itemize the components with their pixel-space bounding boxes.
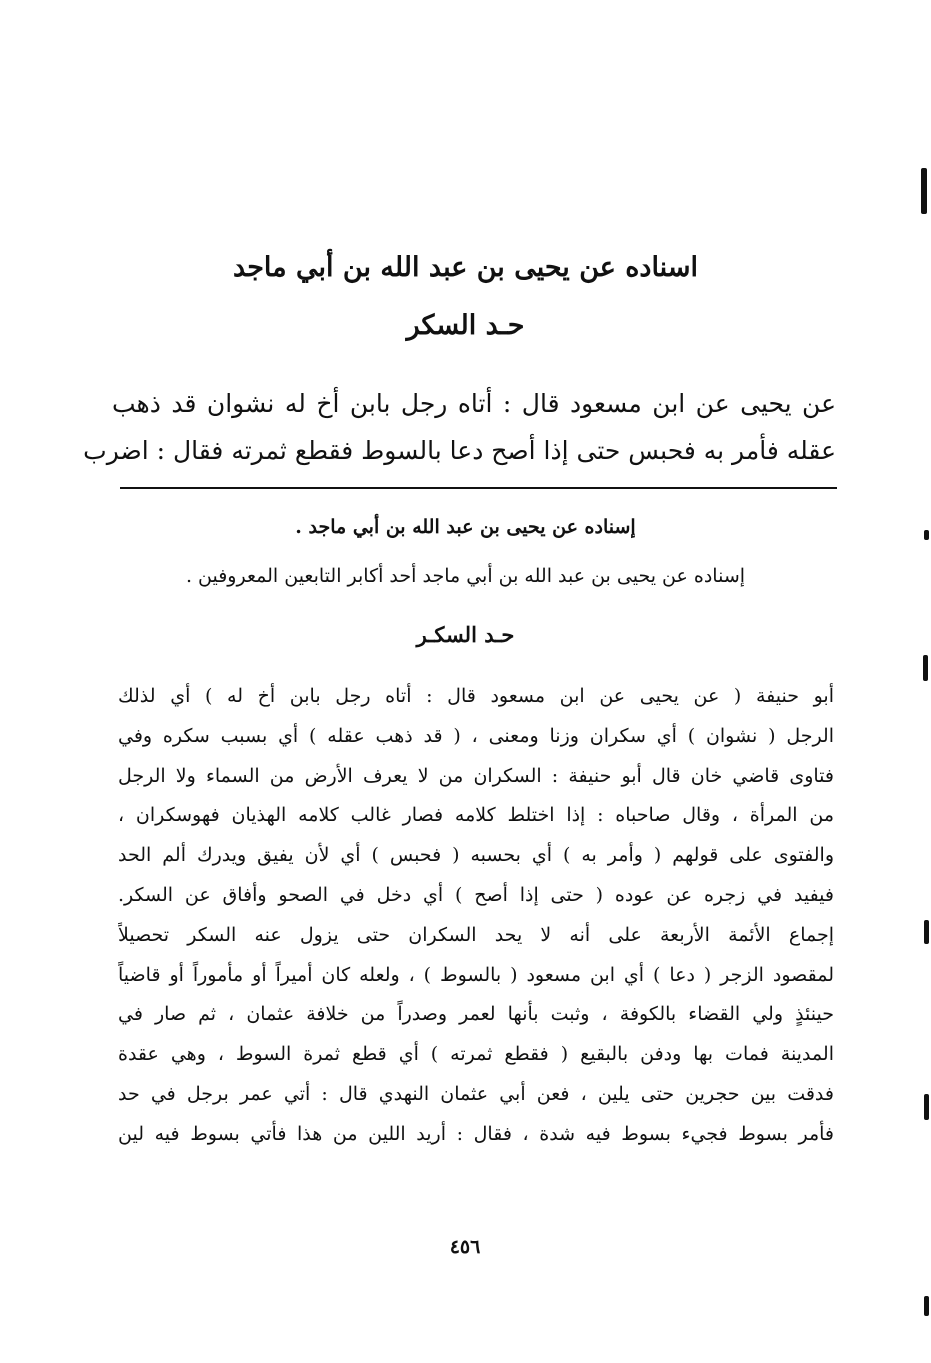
commentary-isnad-text: إسناده عن يحيى بن عبد الله بن أبي ماجد أحد أكابر التابعين المعروفين . bbox=[185, 565, 746, 587]
matn-isnad-heading: اسناده عن يحيى بن عبد الله بن أبي ماجد bbox=[233, 252, 698, 283]
commentary-line: من المرأة ، وقال صاحباه : إذا اختلط كلامه فصار غالب كلامه الهذيان فهوسكران ، bbox=[118, 804, 834, 827]
scan-edge-mark bbox=[924, 1094, 929, 1120]
matn-line: عن يحيى عن ابن مسعود قال : أتاه رجل بابن أخ له نشوان قد ذهب bbox=[112, 389, 836, 418]
commentary-line: حينئذٍ ولي القضاء بالكوفة ، وثبت بأنها لعمر وصدراً من خلافة عثمان ، ثم صار في bbox=[118, 1003, 834, 1026]
commentary-line: فيفيد في زجره عن عوده ( حتى إذا أصح ) أي دخل في الصحو وأفاق عن السكر. bbox=[118, 883, 834, 906]
commentary-line: فتاوى قاضي خان قال أبو حنيفة : السكران من لا يعرف الأرض من السماء ولا الرجل bbox=[118, 764, 834, 787]
scan-edge-mark bbox=[924, 920, 929, 944]
commentary-line: والفتوى على قولهم ( وأمر به ) أي بحسبه ( فحبس ) أي لأن يفيق ويدرك ألم الحد bbox=[118, 844, 834, 867]
scan-edge-mark bbox=[924, 530, 929, 540]
matn-hadd-heading: حـد السكر bbox=[406, 310, 525, 341]
scan-edge-mark bbox=[923, 655, 928, 681]
commentary-line: إجماع الأئمة الأربعة على أنه لا يحد السكران حتى يزول عنه السكر تحصيلاً bbox=[118, 923, 834, 946]
matn-text bbox=[83, 380, 836, 474]
commentary-body bbox=[118, 677, 834, 1155]
page-number: ٤٥٦ bbox=[449, 1236, 481, 1258]
commentary-line: فدقت بين حجرين حتى يلين ، فعن أبي عثمان النهدي قال : أتي عمر برجل في حد bbox=[118, 1082, 834, 1105]
matn-line: عقله فأمر به فحبس حتى إذا أصح دعا بالسوط فقطع ثمرته فقال : اضرب bbox=[83, 436, 836, 465]
commentary-line: أبو حنيفة ( عن يحيى عن ابن مسعود قال : أتاه رجل بابن أخ له ) أي لذلك bbox=[118, 685, 834, 707]
section-divider bbox=[120, 487, 837, 489]
commentary-line: لمقصود الزجر ( دعا ) أي ابن مسعود ( بالسوط ) ، ولعله كان أميراً أو مأموراً أو قاضياً bbox=[118, 963, 834, 986]
commentary-line: الرجل ( نشوان ) أي سكران وزنا ومعنى ، ( قد ذهب عقله ) أي بسبب سكره وفي bbox=[118, 724, 834, 747]
commentary-hadd-title: حـد السكـر bbox=[416, 622, 515, 647]
commentary-isnad-title: إسناده عن يحيى بن عبد الله بن أبي ماجد . bbox=[295, 516, 636, 538]
scan-edge-mark bbox=[921, 168, 927, 214]
commentary-line: فأمر بسوط فجيء بسوط فيه شدة ، فقال : أريد اللين من هذا فأتي بسوط فيه لين bbox=[118, 1122, 834, 1145]
commentary-line: المدينة فمات بها ودفن بالبقيع ( فقطع ثمرته ) أي قطع ثمرة السوط ، وهي عقدة bbox=[118, 1043, 834, 1066]
scan-edge-mark bbox=[924, 1296, 929, 1316]
